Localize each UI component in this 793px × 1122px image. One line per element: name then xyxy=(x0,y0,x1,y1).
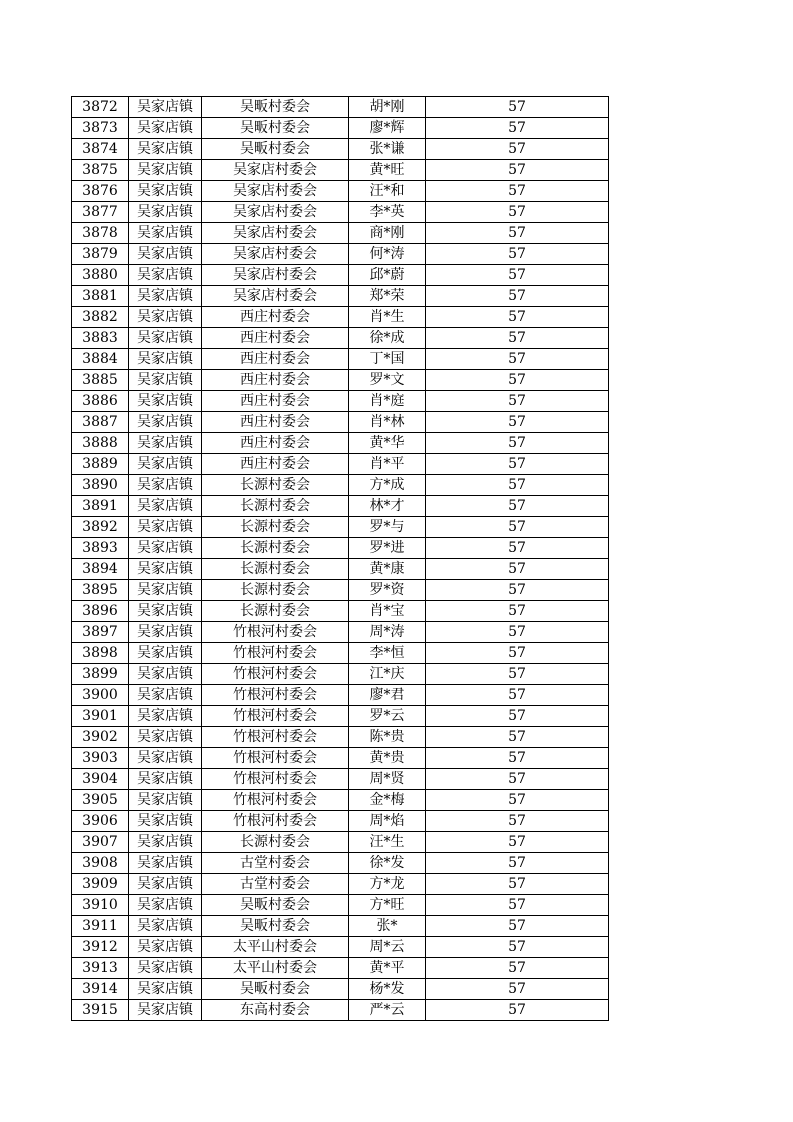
person-name-cell: 方*龙 xyxy=(349,874,426,895)
village-committee-cell: 古堂村委会 xyxy=(202,874,349,895)
amount-cell: 57 xyxy=(426,790,609,811)
amount-cell: 57 xyxy=(426,223,609,244)
amount-cell: 57 xyxy=(426,349,609,370)
village-committee-cell: 长源村委会 xyxy=(202,832,349,853)
town-cell: 吴家店镇 xyxy=(129,202,202,223)
table-row xyxy=(72,286,609,307)
village-committee-cell: 吴家店村委会 xyxy=(202,286,349,307)
village-committee-cell: 竹根河村委会 xyxy=(202,727,349,748)
amount-cell: 57 xyxy=(426,979,609,1000)
village-committee-cell: 西庄村委会 xyxy=(202,412,349,433)
table-row xyxy=(72,349,609,370)
table-row xyxy=(72,622,609,643)
amount-cell: 57 xyxy=(426,139,609,160)
village-committee-cell: 吴家店村委会 xyxy=(202,202,349,223)
table-row xyxy=(72,223,609,244)
town-cell: 吴家店镇 xyxy=(129,454,202,475)
row-number-cell: 3875 xyxy=(72,160,129,181)
town-cell: 吴家店镇 xyxy=(129,286,202,307)
village-committee-cell: 长源村委会 xyxy=(202,580,349,601)
row-number-cell: 3906 xyxy=(72,811,129,832)
amount-cell: 57 xyxy=(426,727,609,748)
amount-cell: 57 xyxy=(426,811,609,832)
person-name-cell: 李*恒 xyxy=(349,643,426,664)
row-number-cell: 3896 xyxy=(72,601,129,622)
village-committee-cell: 长源村委会 xyxy=(202,475,349,496)
village-committee-cell: 古堂村委会 xyxy=(202,853,349,874)
amount-cell: 57 xyxy=(426,769,609,790)
table-row xyxy=(72,958,609,979)
amount-cell: 57 xyxy=(426,685,609,706)
row-number-cell: 3895 xyxy=(72,580,129,601)
row-number-cell: 3912 xyxy=(72,937,129,958)
person-name-cell: 杨*发 xyxy=(349,979,426,1000)
village-committee-cell: 长源村委会 xyxy=(202,538,349,559)
town-cell: 吴家店镇 xyxy=(129,664,202,685)
table-row xyxy=(72,202,609,223)
person-name-cell: 肖*生 xyxy=(349,307,426,328)
town-cell: 吴家店镇 xyxy=(129,622,202,643)
row-number-cell: 3872 xyxy=(72,97,129,118)
town-cell: 吴家店镇 xyxy=(129,223,202,244)
town-cell: 吴家店镇 xyxy=(129,874,202,895)
town-cell: 吴家店镇 xyxy=(129,496,202,517)
village-committee-cell: 吴畈村委会 xyxy=(202,916,349,937)
table-row xyxy=(72,580,609,601)
row-number-cell: 3890 xyxy=(72,475,129,496)
amount-cell: 57 xyxy=(426,664,609,685)
row-number-cell: 3905 xyxy=(72,790,129,811)
row-number-cell: 3879 xyxy=(72,244,129,265)
person-name-cell: 胡*刚 xyxy=(349,97,426,118)
row-number-cell: 3915 xyxy=(72,1000,129,1021)
table-row xyxy=(72,601,609,622)
person-name-cell: 徐*发 xyxy=(349,853,426,874)
table-row xyxy=(72,685,609,706)
person-name-cell: 徐*成 xyxy=(349,328,426,349)
row-number-cell: 3881 xyxy=(72,286,129,307)
village-committee-cell: 西庄村委会 xyxy=(202,307,349,328)
row-number-cell: 3874 xyxy=(72,139,129,160)
row-number-cell: 3887 xyxy=(72,412,129,433)
village-committee-cell: 吴畈村委会 xyxy=(202,979,349,1000)
amount-cell: 57 xyxy=(426,97,609,118)
amount-cell: 57 xyxy=(426,580,609,601)
village-committee-cell: 西庄村委会 xyxy=(202,391,349,412)
row-number-cell: 3907 xyxy=(72,832,129,853)
table-row xyxy=(72,895,609,916)
town-cell: 吴家店镇 xyxy=(129,307,202,328)
table-row xyxy=(72,454,609,475)
village-committee-cell: 吴畈村委会 xyxy=(202,97,349,118)
amount-cell: 57 xyxy=(426,454,609,475)
person-name-cell: 罗*进 xyxy=(349,538,426,559)
town-cell: 吴家店镇 xyxy=(129,769,202,790)
person-name-cell: 廖*君 xyxy=(349,685,426,706)
table-row xyxy=(72,853,609,874)
town-cell: 吴家店镇 xyxy=(129,559,202,580)
village-committee-cell: 吴家店村委会 xyxy=(202,265,349,286)
village-committee-cell: 竹根河村委会 xyxy=(202,685,349,706)
person-name-cell: 陈*贵 xyxy=(349,727,426,748)
village-committee-cell: 长源村委会 xyxy=(202,496,349,517)
amount-cell: 57 xyxy=(426,202,609,223)
village-committee-cell: 吴畈村委会 xyxy=(202,895,349,916)
row-number-cell: 3903 xyxy=(72,748,129,769)
person-name-cell: 黄*平 xyxy=(349,958,426,979)
row-number-cell: 3891 xyxy=(72,496,129,517)
table-row xyxy=(72,1000,609,1021)
amount-cell: 57 xyxy=(426,874,609,895)
amount-cell: 57 xyxy=(426,916,609,937)
village-committee-cell: 竹根河村委会 xyxy=(202,769,349,790)
town-cell: 吴家店镇 xyxy=(129,685,202,706)
amount-cell: 57 xyxy=(426,433,609,454)
town-cell: 吴家店镇 xyxy=(129,181,202,202)
town-cell: 吴家店镇 xyxy=(129,643,202,664)
table-row xyxy=(72,748,609,769)
village-committee-cell: 竹根河村委会 xyxy=(202,664,349,685)
person-name-cell: 罗*云 xyxy=(349,706,426,727)
person-name-cell: 罗*与 xyxy=(349,517,426,538)
amount-cell: 57 xyxy=(426,895,609,916)
row-number-cell: 3877 xyxy=(72,202,129,223)
table-row xyxy=(72,517,609,538)
table-row xyxy=(72,811,609,832)
amount-cell: 57 xyxy=(426,538,609,559)
row-number-cell: 3882 xyxy=(72,307,129,328)
table-row xyxy=(72,118,609,139)
town-cell: 吴家店镇 xyxy=(129,433,202,454)
village-committee-cell: 太平山村委会 xyxy=(202,937,349,958)
town-cell: 吴家店镇 xyxy=(129,370,202,391)
amount-cell: 57 xyxy=(426,1000,609,1021)
village-committee-cell: 吴家店村委会 xyxy=(202,223,349,244)
row-number-cell: 3897 xyxy=(72,622,129,643)
village-committee-cell: 长源村委会 xyxy=(202,601,349,622)
person-name-cell: 黄*旺 xyxy=(349,160,426,181)
village-committee-cell: 竹根河村委会 xyxy=(202,706,349,727)
village-committee-cell: 竹根河村委会 xyxy=(202,811,349,832)
row-number-cell: 3884 xyxy=(72,349,129,370)
row-number-cell: 3889 xyxy=(72,454,129,475)
person-name-cell: 黄*康 xyxy=(349,559,426,580)
person-name-cell: 罗*资 xyxy=(349,580,426,601)
table-row xyxy=(72,916,609,937)
data-table xyxy=(71,96,609,1021)
town-cell: 吴家店镇 xyxy=(129,328,202,349)
town-cell: 吴家店镇 xyxy=(129,706,202,727)
table-row xyxy=(72,790,609,811)
village-committee-cell: 西庄村委会 xyxy=(202,370,349,391)
person-name-cell: 张* xyxy=(349,916,426,937)
amount-cell: 57 xyxy=(426,181,609,202)
person-name-cell: 罗*文 xyxy=(349,370,426,391)
table-body xyxy=(72,97,609,1021)
town-cell: 吴家店镇 xyxy=(129,580,202,601)
person-name-cell: 周*贤 xyxy=(349,769,426,790)
person-name-cell: 严*云 xyxy=(349,1000,426,1021)
person-name-cell: 肖*庭 xyxy=(349,391,426,412)
town-cell: 吴家店镇 xyxy=(129,895,202,916)
table-row xyxy=(72,832,609,853)
village-committee-cell: 竹根河村委会 xyxy=(202,622,349,643)
table-row xyxy=(72,979,609,1000)
table-row xyxy=(72,244,609,265)
person-name-cell: 周*涛 xyxy=(349,622,426,643)
village-committee-cell: 吴家店村委会 xyxy=(202,160,349,181)
town-cell: 吴家店镇 xyxy=(129,937,202,958)
row-number-cell: 3873 xyxy=(72,118,129,139)
town-cell: 吴家店镇 xyxy=(129,601,202,622)
amount-cell: 57 xyxy=(426,832,609,853)
town-cell: 吴家店镇 xyxy=(129,160,202,181)
amount-cell: 57 xyxy=(426,244,609,265)
row-number-cell: 3894 xyxy=(72,559,129,580)
amount-cell: 57 xyxy=(426,937,609,958)
table-row xyxy=(72,412,609,433)
town-cell: 吴家店镇 xyxy=(129,97,202,118)
village-committee-cell: 长源村委会 xyxy=(202,517,349,538)
person-name-cell: 何*涛 xyxy=(349,244,426,265)
town-cell: 吴家店镇 xyxy=(129,475,202,496)
person-name-cell: 商*刚 xyxy=(349,223,426,244)
row-number-cell: 3899 xyxy=(72,664,129,685)
amount-cell: 57 xyxy=(426,391,609,412)
row-number-cell: 3886 xyxy=(72,391,129,412)
town-cell: 吴家店镇 xyxy=(129,916,202,937)
amount-cell: 57 xyxy=(426,706,609,727)
person-name-cell: 江*庆 xyxy=(349,664,426,685)
row-number-cell: 3901 xyxy=(72,706,129,727)
person-name-cell: 金*梅 xyxy=(349,790,426,811)
amount-cell: 57 xyxy=(426,412,609,433)
village-committee-cell: 太平山村委会 xyxy=(202,958,349,979)
town-cell: 吴家店镇 xyxy=(129,1000,202,1021)
amount-cell: 57 xyxy=(426,328,609,349)
town-cell: 吴家店镇 xyxy=(129,811,202,832)
row-number-cell: 3904 xyxy=(72,769,129,790)
village-committee-cell: 竹根河村委会 xyxy=(202,790,349,811)
person-name-cell: 方*旺 xyxy=(349,895,426,916)
town-cell: 吴家店镇 xyxy=(129,958,202,979)
town-cell: 吴家店镇 xyxy=(129,391,202,412)
amount-cell: 57 xyxy=(426,643,609,664)
village-committee-cell: 吴家店村委会 xyxy=(202,181,349,202)
row-number-cell: 3888 xyxy=(72,433,129,454)
row-number-cell: 3893 xyxy=(72,538,129,559)
amount-cell: 57 xyxy=(426,853,609,874)
row-number-cell: 3880 xyxy=(72,265,129,286)
village-committee-cell: 吴家店村委会 xyxy=(202,244,349,265)
village-committee-cell: 竹根河村委会 xyxy=(202,748,349,769)
village-committee-cell: 东高村委会 xyxy=(202,1000,349,1021)
person-name-cell: 周*焰 xyxy=(349,811,426,832)
table-row xyxy=(72,391,609,412)
person-name-cell: 丁*国 xyxy=(349,349,426,370)
table-row xyxy=(72,664,609,685)
amount-cell: 57 xyxy=(426,601,609,622)
town-cell: 吴家店镇 xyxy=(129,853,202,874)
person-name-cell: 汪*和 xyxy=(349,181,426,202)
town-cell: 吴家店镇 xyxy=(129,979,202,1000)
town-cell: 吴家店镇 xyxy=(129,832,202,853)
person-name-cell: 肖*平 xyxy=(349,454,426,475)
town-cell: 吴家店镇 xyxy=(129,790,202,811)
amount-cell: 57 xyxy=(426,496,609,517)
town-cell: 吴家店镇 xyxy=(129,244,202,265)
person-name-cell: 方*成 xyxy=(349,475,426,496)
row-number-cell: 3898 xyxy=(72,643,129,664)
town-cell: 吴家店镇 xyxy=(129,748,202,769)
village-committee-cell: 吴畈村委会 xyxy=(202,139,349,160)
amount-cell: 57 xyxy=(426,160,609,181)
town-cell: 吴家店镇 xyxy=(129,349,202,370)
row-number-cell: 3900 xyxy=(72,685,129,706)
amount-cell: 57 xyxy=(426,118,609,139)
village-committee-cell: 吴畈村委会 xyxy=(202,118,349,139)
table-row xyxy=(72,265,609,286)
table-row xyxy=(72,937,609,958)
person-name-cell: 肖*宝 xyxy=(349,601,426,622)
person-name-cell: 邱*蔚 xyxy=(349,265,426,286)
row-number-cell: 3908 xyxy=(72,853,129,874)
village-committee-cell: 长源村委会 xyxy=(202,559,349,580)
table-row xyxy=(72,475,609,496)
table-row xyxy=(72,538,609,559)
row-number-cell: 3892 xyxy=(72,517,129,538)
town-cell: 吴家店镇 xyxy=(129,139,202,160)
person-name-cell: 黄*华 xyxy=(349,433,426,454)
town-cell: 吴家店镇 xyxy=(129,517,202,538)
row-number-cell: 3878 xyxy=(72,223,129,244)
amount-cell: 57 xyxy=(426,307,609,328)
table-row xyxy=(72,727,609,748)
town-cell: 吴家店镇 xyxy=(129,412,202,433)
village-committee-cell: 西庄村委会 xyxy=(202,454,349,475)
row-number-cell: 3910 xyxy=(72,895,129,916)
person-name-cell: 黄*贵 xyxy=(349,748,426,769)
row-number-cell: 3914 xyxy=(72,979,129,1000)
row-number-cell: 3885 xyxy=(72,370,129,391)
amount-cell: 57 xyxy=(426,958,609,979)
person-name-cell: 李*英 xyxy=(349,202,426,223)
row-number-cell: 3911 xyxy=(72,916,129,937)
town-cell: 吴家店镇 xyxy=(129,265,202,286)
amount-cell: 57 xyxy=(426,559,609,580)
row-number-cell: 3909 xyxy=(72,874,129,895)
village-committee-cell: 西庄村委会 xyxy=(202,328,349,349)
table-row xyxy=(72,160,609,181)
amount-cell: 57 xyxy=(426,622,609,643)
table-row xyxy=(72,139,609,160)
table-row xyxy=(72,370,609,391)
amount-cell: 57 xyxy=(426,475,609,496)
person-name-cell: 张*谦 xyxy=(349,139,426,160)
person-name-cell: 郑*荣 xyxy=(349,286,426,307)
table-row xyxy=(72,181,609,202)
amount-cell: 57 xyxy=(426,517,609,538)
town-cell: 吴家店镇 xyxy=(129,727,202,748)
person-name-cell: 周*云 xyxy=(349,937,426,958)
person-name-cell: 肖*林 xyxy=(349,412,426,433)
village-committee-cell: 竹根河村委会 xyxy=(202,643,349,664)
town-cell: 吴家店镇 xyxy=(129,538,202,559)
amount-cell: 57 xyxy=(426,370,609,391)
town-cell: 吴家店镇 xyxy=(129,118,202,139)
table-row xyxy=(72,328,609,349)
person-name-cell: 廖*辉 xyxy=(349,118,426,139)
person-name-cell: 林*才 xyxy=(349,496,426,517)
amount-cell: 57 xyxy=(426,265,609,286)
table-row xyxy=(72,559,609,580)
table-row xyxy=(72,97,609,118)
row-number-cell: 3913 xyxy=(72,958,129,979)
row-number-cell: 3883 xyxy=(72,328,129,349)
amount-cell: 57 xyxy=(426,748,609,769)
table-row xyxy=(72,706,609,727)
row-number-cell: 3876 xyxy=(72,181,129,202)
table-row xyxy=(72,769,609,790)
table-row xyxy=(72,307,609,328)
row-number-cell: 3902 xyxy=(72,727,129,748)
amount-cell: 57 xyxy=(426,286,609,307)
table-row xyxy=(72,874,609,895)
person-name-cell: 汪*生 xyxy=(349,832,426,853)
village-committee-cell: 西庄村委会 xyxy=(202,349,349,370)
table-row xyxy=(72,433,609,454)
table-row xyxy=(72,496,609,517)
village-committee-cell: 西庄村委会 xyxy=(202,433,349,454)
table-row xyxy=(72,643,609,664)
